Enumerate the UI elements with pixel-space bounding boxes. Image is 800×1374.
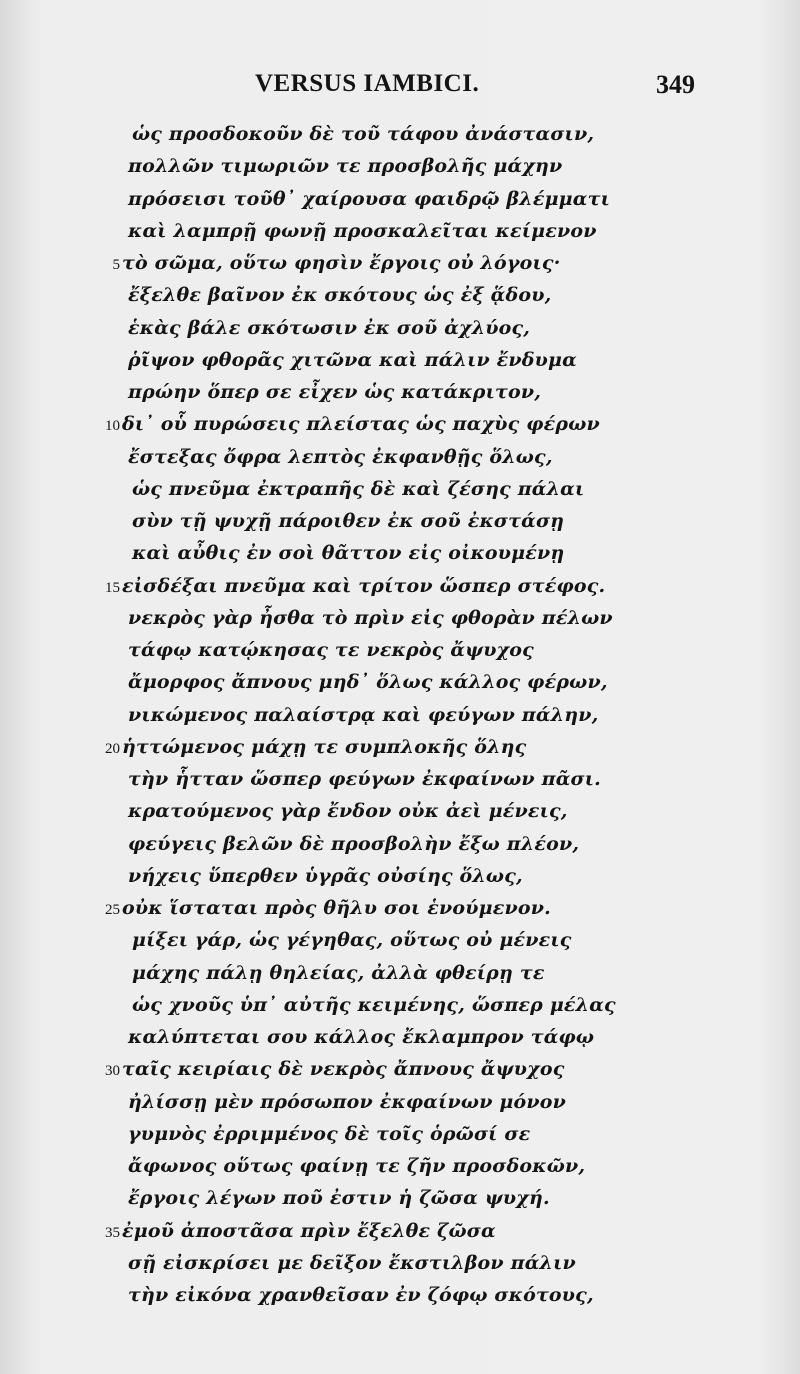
verse-text: ἔξελθε βαῖνον ἐκ σκότους ὡς ἐξ ᾅδου, (128, 284, 552, 307)
verse-line (0, 795, 800, 827)
verse-line (0, 602, 800, 634)
verse-line (0, 215, 800, 247)
verse-line (0, 731, 800, 763)
line-number: 30 (105, 1063, 120, 1080)
verse-text: οὐκ ἵσταται πρὸς θῆλυ σοι ἑνούμενον. (122, 897, 551, 919)
verse-block (0, 118, 800, 1311)
verse-text: τὴν εἰκόνα χρανθεῖσαν ἐν ζόφῳ σκότους, (128, 1284, 594, 1306)
verse-line (0, 1247, 800, 1279)
verse-text: μίξει γάρ, ὡς γέγηθας, οὕτως οὐ μένεις (132, 929, 572, 952)
verse-text: φεύγεις βελῶν δὲ προσβολὴν ἔξω πλέον, (128, 832, 580, 855)
verse-text: πολλῶν τιμωριῶν τε προσβολῆς μάχην (128, 155, 563, 178)
verse-line (0, 1086, 800, 1118)
verse-line (0, 634, 800, 666)
verse-text: νικώμενος παλαίστρᾳ καὶ φεύγων πάλην, (128, 703, 599, 726)
verse-line (0, 570, 800, 602)
verse-text: τάφῳ κατῴκησας τε νεκρὸς ἄψυχος (128, 639, 534, 661)
verse-line (0, 1150, 800, 1182)
running-title: VERSUS IAMBICI. (255, 70, 480, 97)
verse-text: τὴν ἧτταν ὥσπερ φεύγων ἐκφαίνων πᾶσι. (128, 768, 601, 790)
verse-line (0, 1053, 800, 1085)
verse-line (0, 376, 800, 408)
verse-text: ἄμορφος ἄπνους μηδ᾿ ὅλως κάλλος φέρων, (128, 671, 608, 694)
verse-text: τὸ σῶμα, οὕτω φησὶν ἔργοις οὐ λόγοις· (122, 252, 561, 274)
verse-line (0, 892, 800, 924)
verse-line (0, 247, 800, 279)
verse-line (0, 408, 800, 440)
verse-line (0, 150, 800, 182)
verse-text: ἐμοῦ ἀποστᾶσα πρὶν ἔξελθε ζῶσα (122, 1219, 496, 1242)
verse-line (0, 1279, 800, 1311)
verse-line (0, 828, 800, 860)
verse-text: καὶ αὖθις ἐν σοὶ θᾶττον εἰς οἰκουμένῃ (132, 542, 565, 565)
page-header (0, 64, 800, 108)
verse-line (0, 505, 800, 537)
verse-text: κρατούμενος γὰρ ἔνδον οὐκ ἀεὶ μένεις, (128, 800, 568, 823)
verse-text: ὡς πνεῦμα ἐκτραπῆς δὲ καὶ ζέσης πάλαι (132, 477, 585, 500)
verse-text: μάχης πάλῃ θηλείας, ἀλλὰ φθείρῃ τε (132, 961, 545, 984)
verse-text: ἠλίσσῃ μὲν πρόσωπον ἐκφαίνων μόνον (128, 1090, 567, 1113)
verse-text: ἔργοις λέγων ποῦ ἐστιν ἡ ζῶσα ψυχή. (128, 1187, 550, 1210)
verse-text: πρόσεισι τοῦθ᾿ χαίρουσα φαιδρῷ βλέμματι (128, 187, 610, 210)
verse-line (0, 1215, 800, 1247)
verse-line (0, 537, 800, 569)
line-number: 20 (105, 740, 120, 757)
verse-text: σὺν τῇ ψυχῇ πάροιθεν ἐκ σοῦ ἐκστάσῃ (132, 510, 565, 532)
verse-text: εἰσδέξαι πνεῦμα καὶ τρίτον ὥσπερ στέφος. (122, 574, 606, 597)
verse-text: ὡς χνοῦς ὑπ᾿ αὐτῆς κειμένης, ὥσπερ μέλας (132, 993, 616, 1016)
line-number: 10 (105, 418, 120, 435)
verse-text: ῥῖψον φθορᾶς χιτῶνα καὶ πάλιν ἔνδυμα (128, 348, 577, 371)
verse-text: νήχεις ὕπερθεν ὑγρᾶς οὐσίης ὅλως, (128, 864, 523, 887)
verse-line (0, 924, 800, 956)
verse-text: πρώην ὅπερ σε εἶχεν ὡς κατάκριτον, (128, 381, 542, 403)
verse-text: δι᾿ οὗ πυρώσεις πλείστας ὡς παχὺς φέρων (122, 413, 600, 436)
verse-line (0, 1118, 800, 1150)
verse-line (0, 989, 800, 1021)
verse-line (0, 763, 800, 795)
verse-line (0, 1021, 800, 1053)
line-number: 15 (105, 579, 120, 596)
verse-line (0, 312, 800, 344)
verse-line (0, 441, 800, 473)
line-number: 35 (105, 1224, 120, 1241)
verse-text: σῇ εἰσκρίσει με δεῖξον ἔκστιλβον πάλιν (128, 1251, 576, 1274)
verse-line (0, 118, 800, 150)
verse-text: ταῖς κειρίαις δὲ νεκρὸς ἄπνους ἄψυχος (122, 1058, 565, 1081)
verse-text: καλύπτεται σου κάλλος ἔκλαμπρον τάφῳ (128, 1026, 595, 1048)
verse-text: καὶ λαμπρῇ φωνῇ προσκαλεῖται κείμενον (128, 219, 597, 242)
page-number: 349 (656, 70, 695, 99)
verse-line (0, 699, 800, 731)
verse-text: ἔστεξας ὄφρα λεπτὸς ἐκφανθῇς ὅλως, (128, 445, 553, 468)
verse-line (0, 957, 800, 989)
verse-line (0, 666, 800, 698)
verse-text: νεκρὸς γὰρ ἦσθα τὸ πρὶν εἰς φθορὰν πέλων (128, 606, 613, 629)
verse-text: γυμνὸς ἐρριμμένος δὲ τοῖς ὁρῶσί σε (128, 1122, 531, 1145)
line-number: 25 (105, 902, 120, 918)
verse-line (0, 183, 800, 215)
verse-line (0, 279, 800, 311)
verse-line (0, 473, 800, 505)
line-number: 5 (112, 257, 120, 273)
verse-text: ἄφωνος οὕτως φαίνῃ τε ζῆν προσδοκῶν, (128, 1155, 586, 1177)
verse-line (0, 860, 800, 892)
verse-line (0, 1182, 800, 1214)
verse-text: ἡττώμενος μάχῃ τε συμπλοκῆς ὅλης (122, 735, 527, 758)
verse-line (0, 344, 800, 376)
verse-text: ὡς προσδοκοῦν δὲ τοῦ τάφου ἀνάστασιν, (132, 123, 595, 145)
verse-text: ἑκὰς βάλε σκότωσιν ἐκ σοῦ ἀχλύος, (128, 316, 531, 339)
